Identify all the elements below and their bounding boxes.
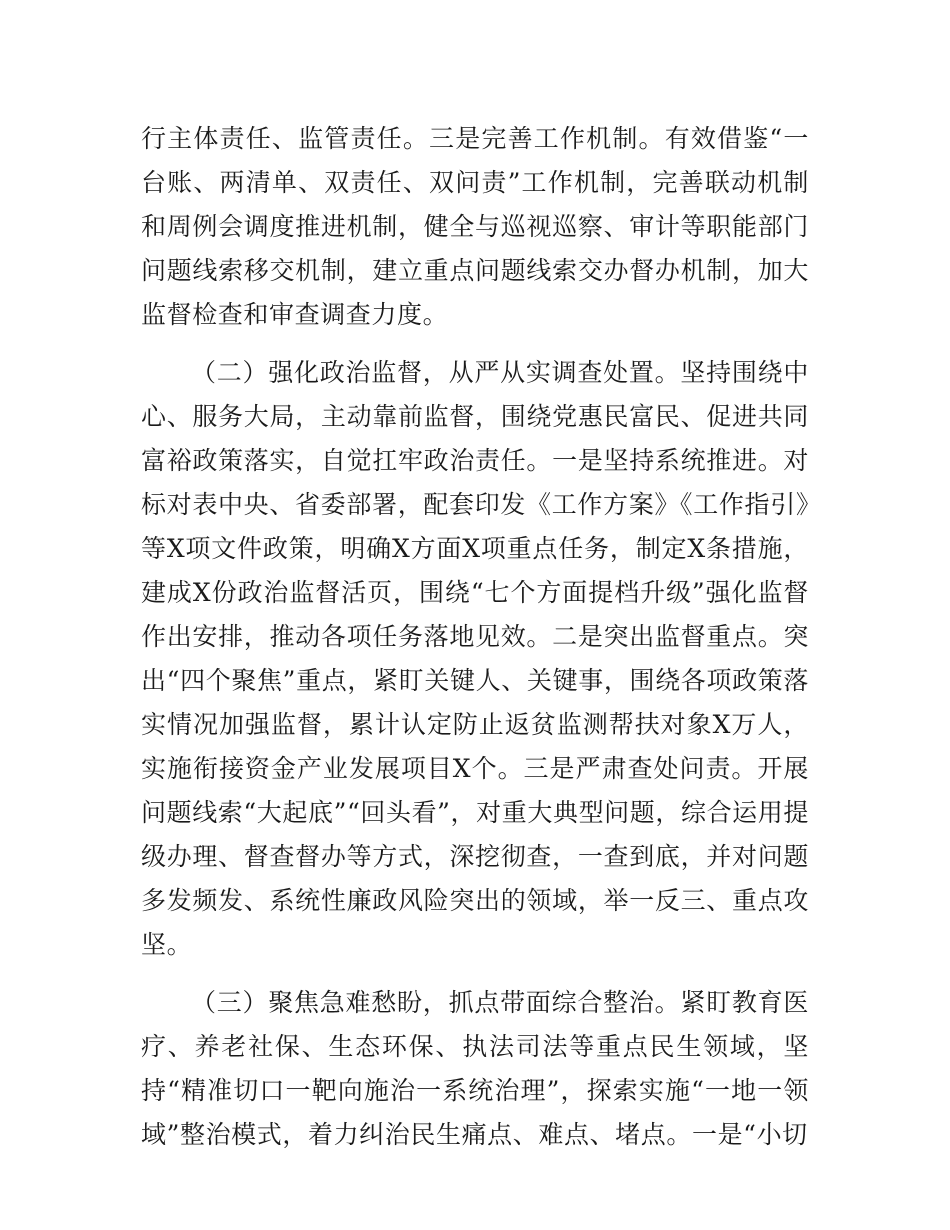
document-body — [141, 117, 809, 1171]
paragraph-3: （三）聚焦急难愁盼，抓点带面综合整治。紧盯教育医疗、养老社保、生态环保、执法司法等重点民生领域，坚持“精准切口一靶向施治一系统治理”，探索实施“一地一领域”整治模式，着力纠治民生痛点、难点、堵点。一是“小切 — [141, 988, 809, 1149]
paragraph-2: （二）强化政治监督，从严从实调查处置。坚持围绕中心、服务大局，主动靠前监督，围绕党惠民富民、促进共同富裕政策落实，自觉扛牢政治责任。一是坚持系统推进。对标对表中央、省委部署，配套印发《工作方案》《工作指引》等X项文件政策，明确X方面X项重点任务，制定X条措施，建成X份政治监督活页，围绕“七个方面提档升级”强化监督作出安排，推动各项任务落地见效。二是突出监督重点。突出“四个聚焦”重点，紧盯关键人、关键事，围绕各项政策落实情况加强监督，累计认定防止返贫监测帮扶对象X万人，实施衔接资金产业发展项目X个。三是严肃查处问责。开展问题线索“大起底”“回头看”，对重大典型问题，综合运用提级办理、督查督办等方式，深挖彻查，一查到底，并对问题多发频发、系统性廉政风险突出的领域，举一反三、重点攻坚。 — [141, 358, 809, 959]
paragraph-1: 行主体责任、监管责任。三是完善工作机制。有效借鉴“一台账、两清单、双责任、双问责”工作机制，完善联动机制和周例会调度推进机制，健全与巡视巡察、审计等职能部门问题线索移交机制，建立重点问题线索交办督办机制，加大监督检查和审查调查力度。 — [141, 124, 809, 329]
